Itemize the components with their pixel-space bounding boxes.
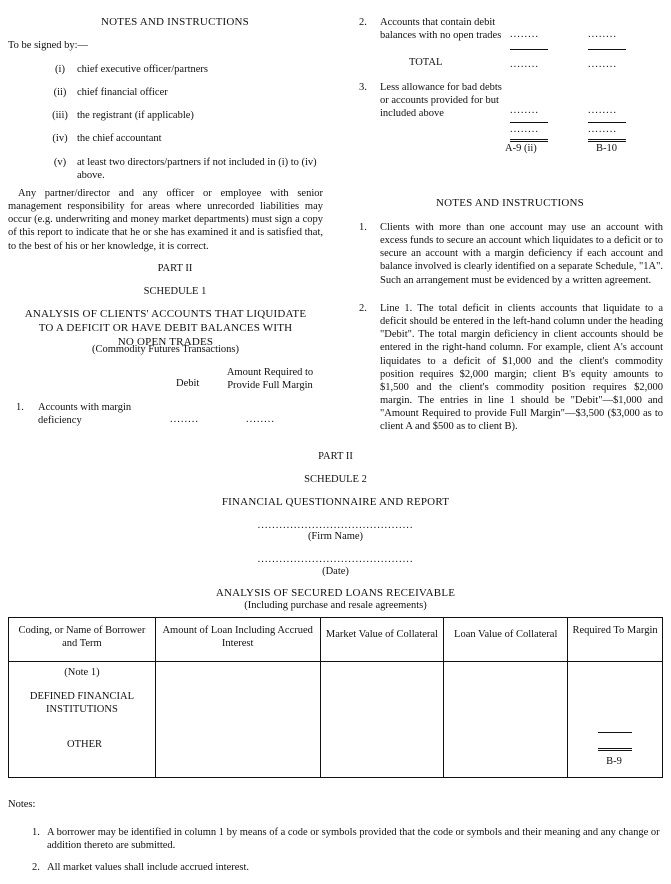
signer-text: the registrant (if applicable) xyxy=(77,110,194,121)
loan-value-cell[interactable] xyxy=(444,662,568,778)
row-defined-financial-institutions: DEFINED FINANCIAL INSTITUTIONS xyxy=(29,691,134,716)
column-header: Coding, or Name of Borrower and Term xyxy=(9,618,156,662)
column-header: Required To Margin xyxy=(568,618,663,662)
borrower-cell xyxy=(9,662,156,778)
firm-name-label: (Firm Name) xyxy=(307,531,364,542)
signer-text: chief executive officer/partners xyxy=(77,64,208,75)
debit-column-header: Debit xyxy=(176,378,200,389)
signer-num: (i) xyxy=(55,64,65,75)
line1-margin-blank[interactable]: ........ xyxy=(246,414,275,425)
analysis-subtitle: (Including purchase and resale agreements) xyxy=(244,600,427,611)
line2-label: Accounts that contain debit balances with no open trades xyxy=(380,17,502,42)
line2-debit-rule xyxy=(510,49,548,50)
date-label: (Date) xyxy=(322,566,349,577)
market-value-cell[interactable] xyxy=(320,662,444,778)
line2-margin-rule xyxy=(588,49,626,50)
signature-paragraph: Any partner/director and any officer or employee with senior management responsibility for areas where unrecorded liabilities may occur (e.g. underwriting and money market departments) must sign a copy of this report to indicate that he or she has examined it and is satisfied that, to the best of his or her knowledge, it is correct. xyxy=(8,188,323,252)
note-number: 2. xyxy=(32,862,40,873)
line3-margin-blank[interactable]: ........ xyxy=(588,105,617,116)
note-number: 1. xyxy=(32,827,40,838)
column-header: Loan Value of Collateral xyxy=(444,618,568,662)
signer-text: at least two directors/partners if not included in (i) to (iv) above. xyxy=(77,157,317,182)
row-other: OTHER xyxy=(67,739,102,751)
right-notes-title: NOTES AND INSTRUCTIONS xyxy=(435,197,585,209)
loan-amount-cell[interactable] xyxy=(155,662,320,778)
line2-margin-blank[interactable]: ........ xyxy=(588,29,617,40)
schedule2-number: SCHEDULE 2 xyxy=(304,474,367,485)
note-reference: (Note 1) xyxy=(64,667,100,678)
line2-debit-blank[interactable]: ........ xyxy=(510,29,539,40)
margin-column-header: Amount Required to Provide Full Margin xyxy=(226,367,314,392)
line-number: 3. xyxy=(359,82,367,93)
margin-reference-code: B-9 xyxy=(606,756,622,767)
line3-debit-blank[interactable]: ........ xyxy=(510,105,539,116)
signer-text: the chief accountant xyxy=(77,133,162,144)
secured-loans-table xyxy=(8,617,663,778)
right-note-text: Clients with more than one account may use an account with excess funds to secure an account which liquidates to a deficit or to secure an account with a margin deficiency if each account and balance involved is clearly identified on a separate Schedule, "1A". Such an arrangement must be evidenced by a written agreement. xyxy=(380,222,663,286)
schedule2-title: FINANCIAL QUESTIONNAIRE AND REPORT xyxy=(221,496,450,508)
signer-num: (v) xyxy=(53,157,67,168)
total-margin-blank[interactable]: ........ xyxy=(588,59,617,70)
right-note-text: Line 1. The total deficit in clients accounts that liquidate to a deficit should be entered in the left-hand column under the heading "Debit". The total margin deficiency in client accounts should be entered in the right-hand column. For example, client A's account liquidates to a deficit of $1,000 and the client's commodity position requires $2,000 margin; client B's equity amounts to $1,500 and the client's commodity position requires $2,000 margin. The entries in line 1 should be "Debit"—$1,000 and "Amount Required to provide Full Margin"—$3,500 ($3,000 as to client A and $500 as to client B). xyxy=(380,303,663,433)
footer-note-text: All market values shall include accrued interest. xyxy=(47,862,250,873)
column-header: Market Value of Collateral xyxy=(320,618,444,662)
net-margin-blank[interactable]: ........ xyxy=(588,124,617,135)
signed-by-label: To be signed by:— xyxy=(8,40,89,51)
schedule1-number: SCHEDULE 1 xyxy=(143,286,207,297)
signer-num: (ii) xyxy=(53,87,67,98)
schedule2-part: PART II xyxy=(318,451,353,462)
line3-label: Less allowance for bad debts or accounts provided for but included above xyxy=(380,82,502,120)
footer-notes-label: Notes: xyxy=(8,799,36,810)
margin-subtotal-rule xyxy=(598,732,632,733)
signer-num: (iii) xyxy=(52,110,68,121)
line-number: 1. xyxy=(16,402,24,413)
signer-text: chief financial officer xyxy=(77,87,168,98)
line1-label: Accounts with margin deficiency xyxy=(38,402,132,427)
column-header: Amount of Loan Including Accrued Interest xyxy=(155,618,320,662)
debit-reference-code: A-9 (ii) xyxy=(505,143,537,154)
margin-total-double-rule xyxy=(598,748,632,751)
total-label: TOTAL xyxy=(409,57,443,68)
schedule1-subtitle: (Commodity Futures Transactions) xyxy=(91,344,239,355)
margin-reference-code: B-10 xyxy=(596,143,617,154)
net-debit-blank[interactable]: ........ xyxy=(510,124,539,135)
line1-debit-blank[interactable]: ........ xyxy=(170,414,199,425)
line-number: 2. xyxy=(359,17,367,28)
left-notes-title: NOTES AND INSTRUCTIONS xyxy=(100,16,250,28)
total-debit-blank[interactable]: ........ xyxy=(510,59,539,70)
schedule1-title: ANALYSIS OF CLIENTS' ACCOUNTS THAT LIQUIDATE TO A DEFICIT OR HAVE DEBIT BALANCES WITH NO OPEN TRADES xyxy=(24,308,307,348)
footer-note-text: A borrower may be identified in column 1 by means of a code or symbols provided that the code or symbols and their meaning and any change or addition thereto are submitted. xyxy=(47,827,660,852)
date-blank[interactable]: ........................................... xyxy=(257,554,414,565)
analysis-title: ANALYSIS OF SECURED LOANS RECEIVABLE xyxy=(215,587,456,599)
note-number: 2. xyxy=(359,303,367,314)
schedule1-part: PART II xyxy=(157,263,193,274)
required-margin-cell[interactable] xyxy=(568,662,663,778)
firm-name-blank[interactable]: ........................................... xyxy=(257,520,414,531)
note-number: 1. xyxy=(359,222,367,233)
signer-num: (iv) xyxy=(52,133,68,144)
